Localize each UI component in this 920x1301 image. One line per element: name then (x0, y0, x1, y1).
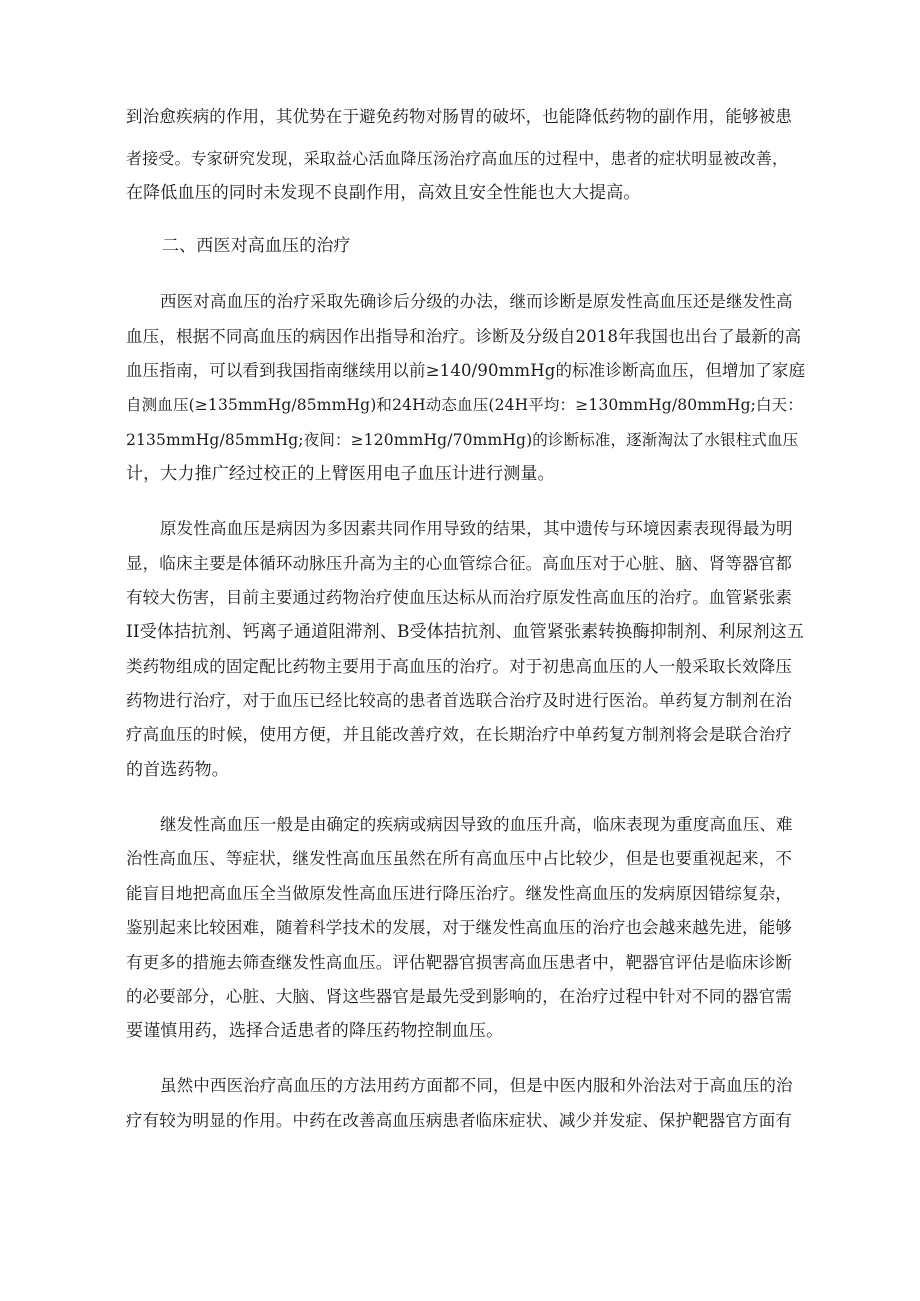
paragraph-5-line-1: 虽然中西医治疗高血压的方法用药方面都不同，但是中医内服和外治法对于高血压的治 (160, 1076, 793, 1095)
paragraph-2-line-5: 2135mmHg/85mmHg;夜间：≥120mmHg/70mmHg)的诊断标准，逐渐淘汰了水银柱式血压 (126, 431, 799, 449)
paragraph-3-line-3: 有较大伤害，目前主要通过药物治疗使血压达标从而治疗原发性高血压的治疗。血管紧张素 (126, 588, 792, 607)
paragraph-4-line-3: 能盲目地把高血压全当做原发性高血压进行降压治疗。继发性高血压的发病原因错综复杂， (126, 884, 792, 903)
paragraph-3-line-5: 类药物组成的固定配比药物主要用于高血压的治疗。对于初患高血压的人一般采取长效降压 (126, 657, 792, 676)
paragraph-3-line-4: II受体拮抗剂、钙离子通道阻滞剂、B受体拮抗剂、血管紧张素转换酶抑制剂、利尿剂这五 (126, 622, 805, 642)
paragraph-1-line-1: 到治愈疾病的作用，其优势在于避免药物对肠胃的破坏，也能降低药物的副作用，能够被患 (126, 107, 792, 126)
paragraph-2-line-2: 血压，根据不同高血压的病因作出指导和治疗。诊断及分级自2018年我国也出台了最新的高 (126, 327, 802, 346)
paragraph-3-line-7: 疗高血压的时候，使用方便，并且能改善疗效，在长期治疗中单药复方制剂将会是联合治疗 (126, 725, 792, 744)
paragraph-4-line-4: 鉴别起来比较困难，随着科学技术的发展，对于继发性高血压的治疗也会越来越先进，能够 (126, 918, 792, 937)
paragraph-4-line-5: 有更多的措施去筛查继发性高血压。评估靶器官损害高血压患者中，靶器官评估是临床诊断 (126, 953, 792, 972)
paragraph-4-line-1: 继发性高血压一般是由确定的疾病或病因导致的血压升高，临床表现为重度高血压、难 (160, 815, 793, 834)
paragraph-5-line-2: 疗有较为明显的作用。中药在改善高血压病患者临床症状、减少并发症、保护靶器官方面有 (126, 1111, 792, 1130)
paragraph-4-line-7: 要谨慎用药，选择合适患者的降压药物控制血压。 (126, 1021, 504, 1041)
section-heading: 二、西医对高血压的治疗 (162, 236, 351, 256)
paragraph-1-line-2: 者接受。专家研究发现，采取益心活血降压汤治疗高血压的过程中，患者的症状明显被改善， (126, 149, 789, 168)
paragraph-2-line-4: 自测血压(≥135mmHg/85mmHg)和24H动态血压(24H平均：≥130mmHg/80mmHg;白天： (126, 396, 803, 414)
paragraph-1-line-3: 在降低血压的同时未发现不良副作用，高效且安全性能也大大提高。 (126, 183, 641, 203)
paragraph-4-line-6: 的必要部分，心脏、大脑、肾这些器官是最先受到影响的，在治疗过程中针对不同的器官需 (126, 987, 792, 1006)
paragraph-4-line-2: 治性高血压、等症状，继发性高血压虽然在所有高血压中占比较少，但是也要重视起来，不 (126, 849, 792, 868)
paragraph-3-line-8: 的首选药物。 (126, 760, 229, 780)
paragraph-2-line-6: 计，大力推广经过校正的上臂医用电子血压计进行测量。 (126, 464, 555, 484)
paragraph-2-line-3: 血压指南，可以看到我国指南继续用以前≥140/90mmHg的标准诊断高血压，但增加了家庭 (126, 361, 806, 380)
paragraph-3-line-1: 原发性高血压是病因为多因素共同作用导致的结果，其中遗传与环境因素表现得最为明 (160, 519, 793, 538)
paragraph-3-line-6: 药物进行治疗，对于血压已经比较高的患者首选联合治疗及时进行医治。单药复方制剂在治 (126, 691, 792, 710)
paragraph-3-line-2: 显，临床主要是体循环动脉压升高为主的心血管综合征。高血压对于心脏、脑、肾等器官都 (126, 554, 792, 573)
paragraph-2-line-1: 西医对高血压的治疗采取先确诊后分级的办法，继而诊断是原发性高血压还是继发性高 (160, 292, 793, 311)
